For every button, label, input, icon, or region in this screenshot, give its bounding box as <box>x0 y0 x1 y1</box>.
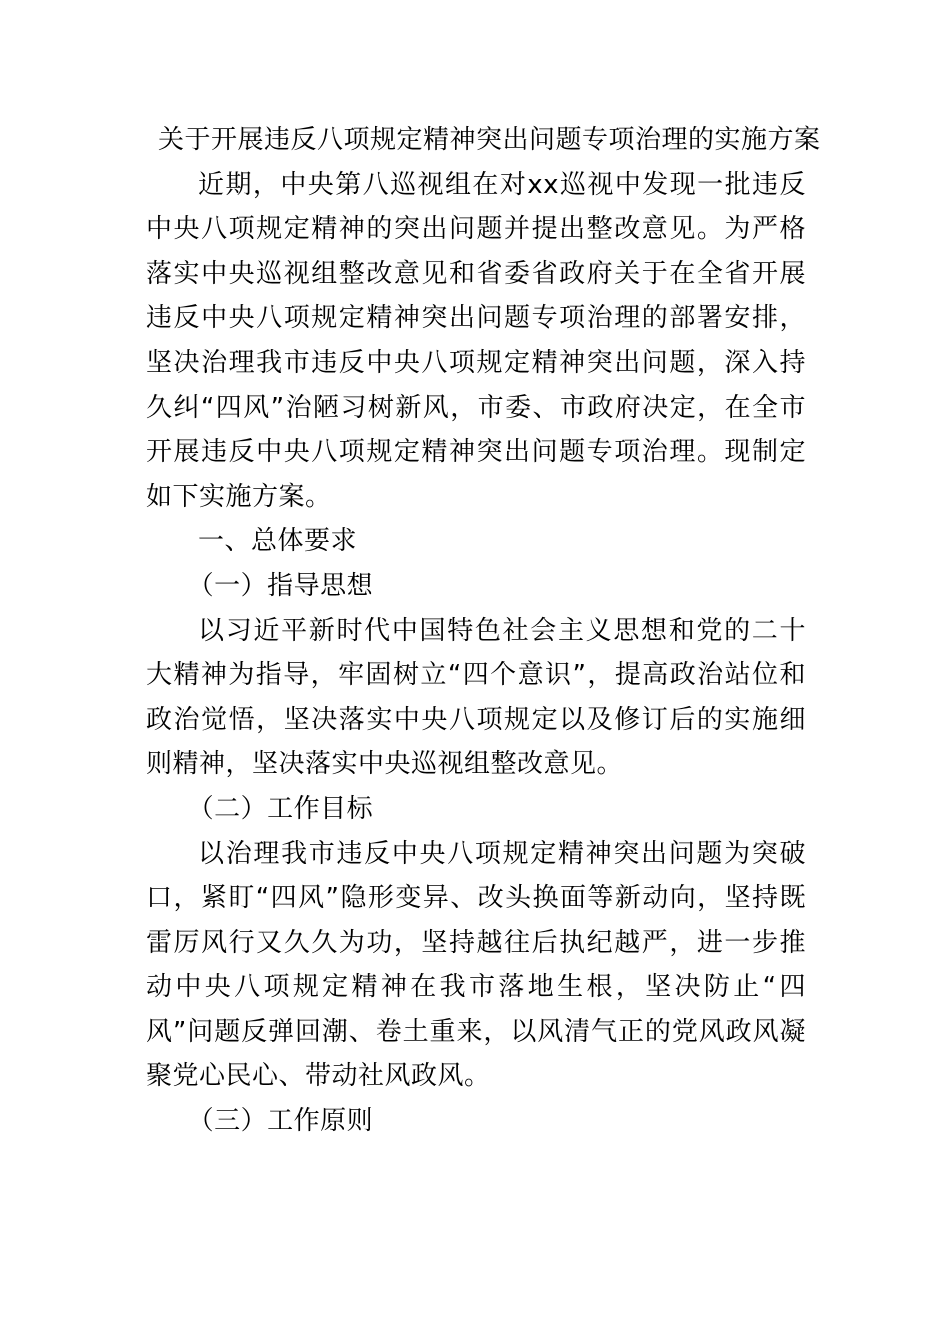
subheading-guiding-ideology: （一）指导思想 <box>187 570 374 601</box>
document-body <box>146 118 821 1144</box>
document-title: 关于开展违反八项规定精神突出问题专项治理的实施方案 <box>158 125 821 155</box>
work-goals-paragraph: 以治理我市违反中央八项规定精神突出问题为突破口，紧盯“四风”隐形变异、改头换面等新动向，坚持既雷厉风行又久久为功，坚持越往后执纪越严，进一步推动中央八项规定精神在我市落地生根，坚决防止“四风”问题反弹回潮、卷土重来，以风清气正的党风政风凝聚党心民心、带动社风政风。 <box>146 838 806 1092</box>
section-heading-general-requirements: 一、总体要求 <box>198 526 358 557</box>
intro-paragraph: 近期，中央第八巡视组在对xx巡视中发现一批违反中央八项规定精神的突出问题并提出整改意见。为严格落实中央巡视组整改意见和省委省政府关于在全省开展违反中央八项规定精神突出问题专项治理的部署安排，坚决治理我市违反中央八项规定精神突出问题，深入持久纠“四风”治陋习树新风，市委、市政府决定，在全市开展违反中央八项规定精神突出问题专项治理。现制定如下实施方案。 <box>146 169 806 512</box>
subheading-work-principles: （三）工作原则 <box>187 1106 374 1137</box>
subheading-work-goals: （二）工作目标 <box>187 793 374 824</box>
guiding-ideology-paragraph: 以习近平新时代中国特色社会主义思想和党的二十大精神为指导，牢固树立“四个意识”，提高政治站位和政治觉悟，坚决落实中央八项规定以及修订后的实施细则精神，坚决落实中央巡视组整改意见。 <box>146 615 806 780</box>
